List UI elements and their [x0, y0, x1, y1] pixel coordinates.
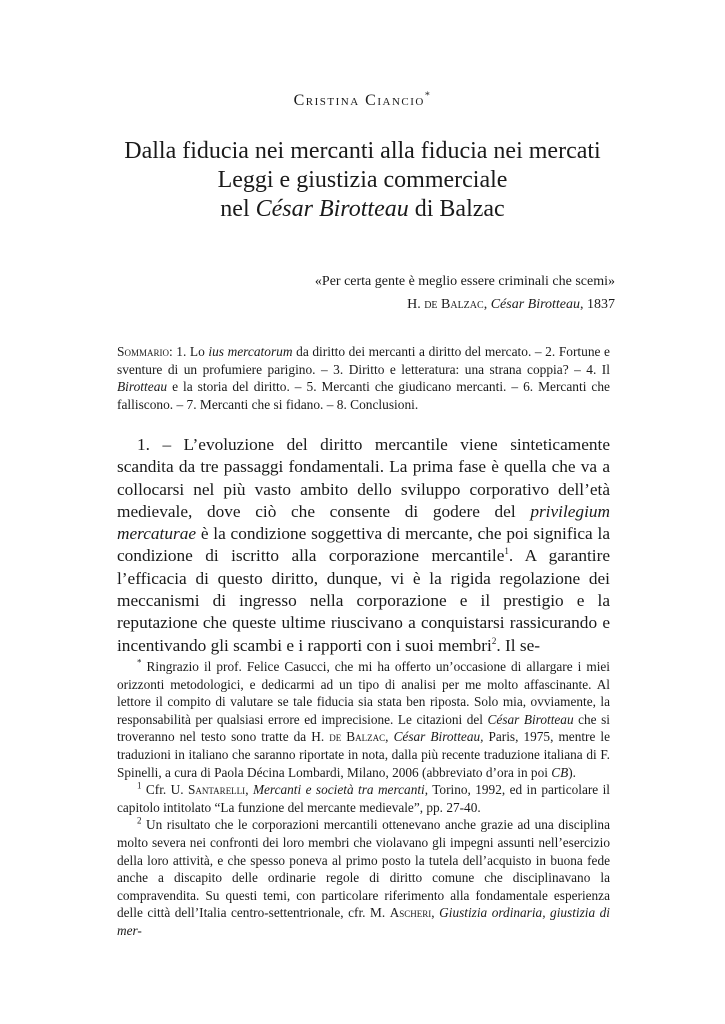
footnote-1-text-1: Cfr. U.: [141, 782, 189, 798]
body-text: [117, 434, 610, 657]
footnote-2-text-2: ,: [431, 905, 440, 921]
title-line-3-post: di Balzac: [408, 196, 505, 222]
footnote-star-text-2: che si troveranno nel testo sono tratte da H.: [117, 711, 610, 745]
footnote-star: [117, 658, 610, 781]
footnote-1-mark: 1: [137, 780, 142, 791]
footnote-star-text-3: ,: [385, 729, 394, 745]
epigraph-year: , 1837: [580, 297, 615, 312]
footnote-1-text-3: , Torino, 1992, ed in particolare il capitolo intitolato “La funzione del mercante medievale”, pp. 27-40.: [117, 782, 610, 815]
summary-text-1: : 1. Lo: [168, 344, 209, 359]
epigraph-sep: ,: [483, 297, 491, 312]
footnote-2-italic-1: Giustizia ordinaria, giustizia di mer-: [117, 905, 610, 938]
summary-label: Sommario: [117, 344, 169, 359]
epigraph-author: H. de Balzac: [407, 297, 484, 312]
title-line-3: [0, 195, 725, 224]
footnotes: [117, 658, 610, 940]
summary-italic-1: ius mercatorum: [208, 344, 293, 359]
footnote-ref-1[interactable]: 1: [504, 546, 509, 557]
footnote-1: [117, 781, 610, 816]
footnote-star-text-4: Paris, 1975, mentre le traduzioni in italiano che saranno riportate in nota, dalla più recente traduzione italiana di F. Spinelli, a cura di Paola Décina Lombardi, Milano, 2006 (abbreviato d’ora in poi: [117, 729, 611, 780]
body-paragraph: [117, 434, 610, 657]
author-footnote-mark: *: [424, 90, 432, 102]
footnote-1-italic-1: Mercanti e società tra mercanti: [252, 782, 425, 798]
footnote-ref-2[interactable]: 2: [491, 635, 497, 646]
body-text-3: . A garantire l’efficacia di questo diritto, dunque, vi è la rigida regolazione dei meccanismi di ingresso nella corporazione e il prestigio e la reputazione che queste ultime riuscivano a conquistarsi rassicurando e incentivando gli scambi e i rapporti con i suoi membri: [117, 546, 610, 655]
author-name: [0, 92, 725, 110]
footnote-star-smallcaps-1: de Balzac: [329, 729, 386, 745]
epigraph: [315, 270, 615, 316]
article-title: [0, 137, 725, 224]
author-name-text: Cristina Ciancio: [293, 92, 425, 109]
body-text-1: 1. – L’evoluzione del diritto mercantile viene sinteticamente scandita da tre passaggi fondamentali. La prima fase è quella che va a collocarsi nel più vasto ambito dello sviluppo corporativo dell’età medievale, dove ciò che consente di godere del: [117, 435, 610, 521]
epigraph-quote: «Per certa gente è meglio essere criminali che scemi»: [314, 274, 615, 289]
summary-italic-2: Birotteau: [117, 379, 168, 394]
footnote-star-italic-1: César Birotteau: [487, 711, 574, 727]
footnote-1-text-2: ,: [245, 782, 253, 798]
body-text-2: è la condizione soggettiva di mercante, che poi significa la condizione di iscritto alla corporazione mercantile: [117, 524, 610, 566]
title-line-3-pre: nel: [220, 196, 256, 222]
footnote-star-text-1: Ringrazio il prof. Felice Casucci, che mi ha offerto un’occasione di allargare i miei orizzonti metodologici, e dedicarmi ad un tipo di analisi per me molto affascinante. Al lettore il compito di valutare se tale fiducia sia stata ben riposta. Solo mia, ovviamente, la responsabilità per qualsiasi errore ed imprecisione. Le citazioni del: [117, 659, 610, 727]
footnote-2-smallcaps-1: Ascheri: [389, 905, 432, 921]
epigraph-attribution: [315, 293, 615, 316]
summary-text-2: da diritto dei mercanti a diritto del mercato. – 2. Fortune e sventure di un profumiere parigino. – 3. Diritto e letteratura: una strana coppia? – 4. Il: [117, 344, 610, 377]
footnote-star-italic-2: César Birotteau,: [393, 729, 484, 745]
footnote-2-mark: 2: [137, 815, 142, 826]
footnote-star-mark: *: [137, 657, 142, 668]
footnote-2: [117, 816, 610, 939]
title-line-2: Leggi e giustizia commerciale: [217, 167, 508, 193]
footnote-1-smallcaps-1: Santarelli: [188, 782, 246, 798]
title-line-1: Dalla fiducia nei mercanti alla fiducia nei mercati: [124, 138, 601, 164]
title-line-3-italic: César Birotteau: [255, 196, 409, 222]
footnote-2-text-1: Un risultato che le corporazioni mercantili ottenevano anche grazie ad una disciplina molto severa nei confronti dei loro membri che violavano gli impegni assunti nell’esercizio della loro attività, e che spesso poneva al primo posto la tutela dell’acquisto in buona fede anche a discapito delle ordinarie regole di diritto comune che disciplinavano la compravendita. Su questi temi, con particolare riferimento alla fondamentale esperienza delle città dell’Italia centro-settentrionale, cfr. M.: [117, 817, 610, 921]
footnote-star-text-5: ).: [568, 764, 577, 780]
body-italic-1: privilegium mercaturae: [117, 501, 610, 544]
epigraph-work: César Birotteau: [490, 297, 580, 312]
body-text-4: . Il se-: [496, 635, 540, 655]
summary: [117, 343, 610, 413]
footnote-star-italic-3: CB: [551, 764, 569, 780]
summary-text-3: e la storia del diritto. – 5. Mercanti che giudicano mercanti. – 6. Mercanti che falliscono. – 7. Mercanti che si fidano. – 8. Conclusioni.: [117, 379, 610, 412]
